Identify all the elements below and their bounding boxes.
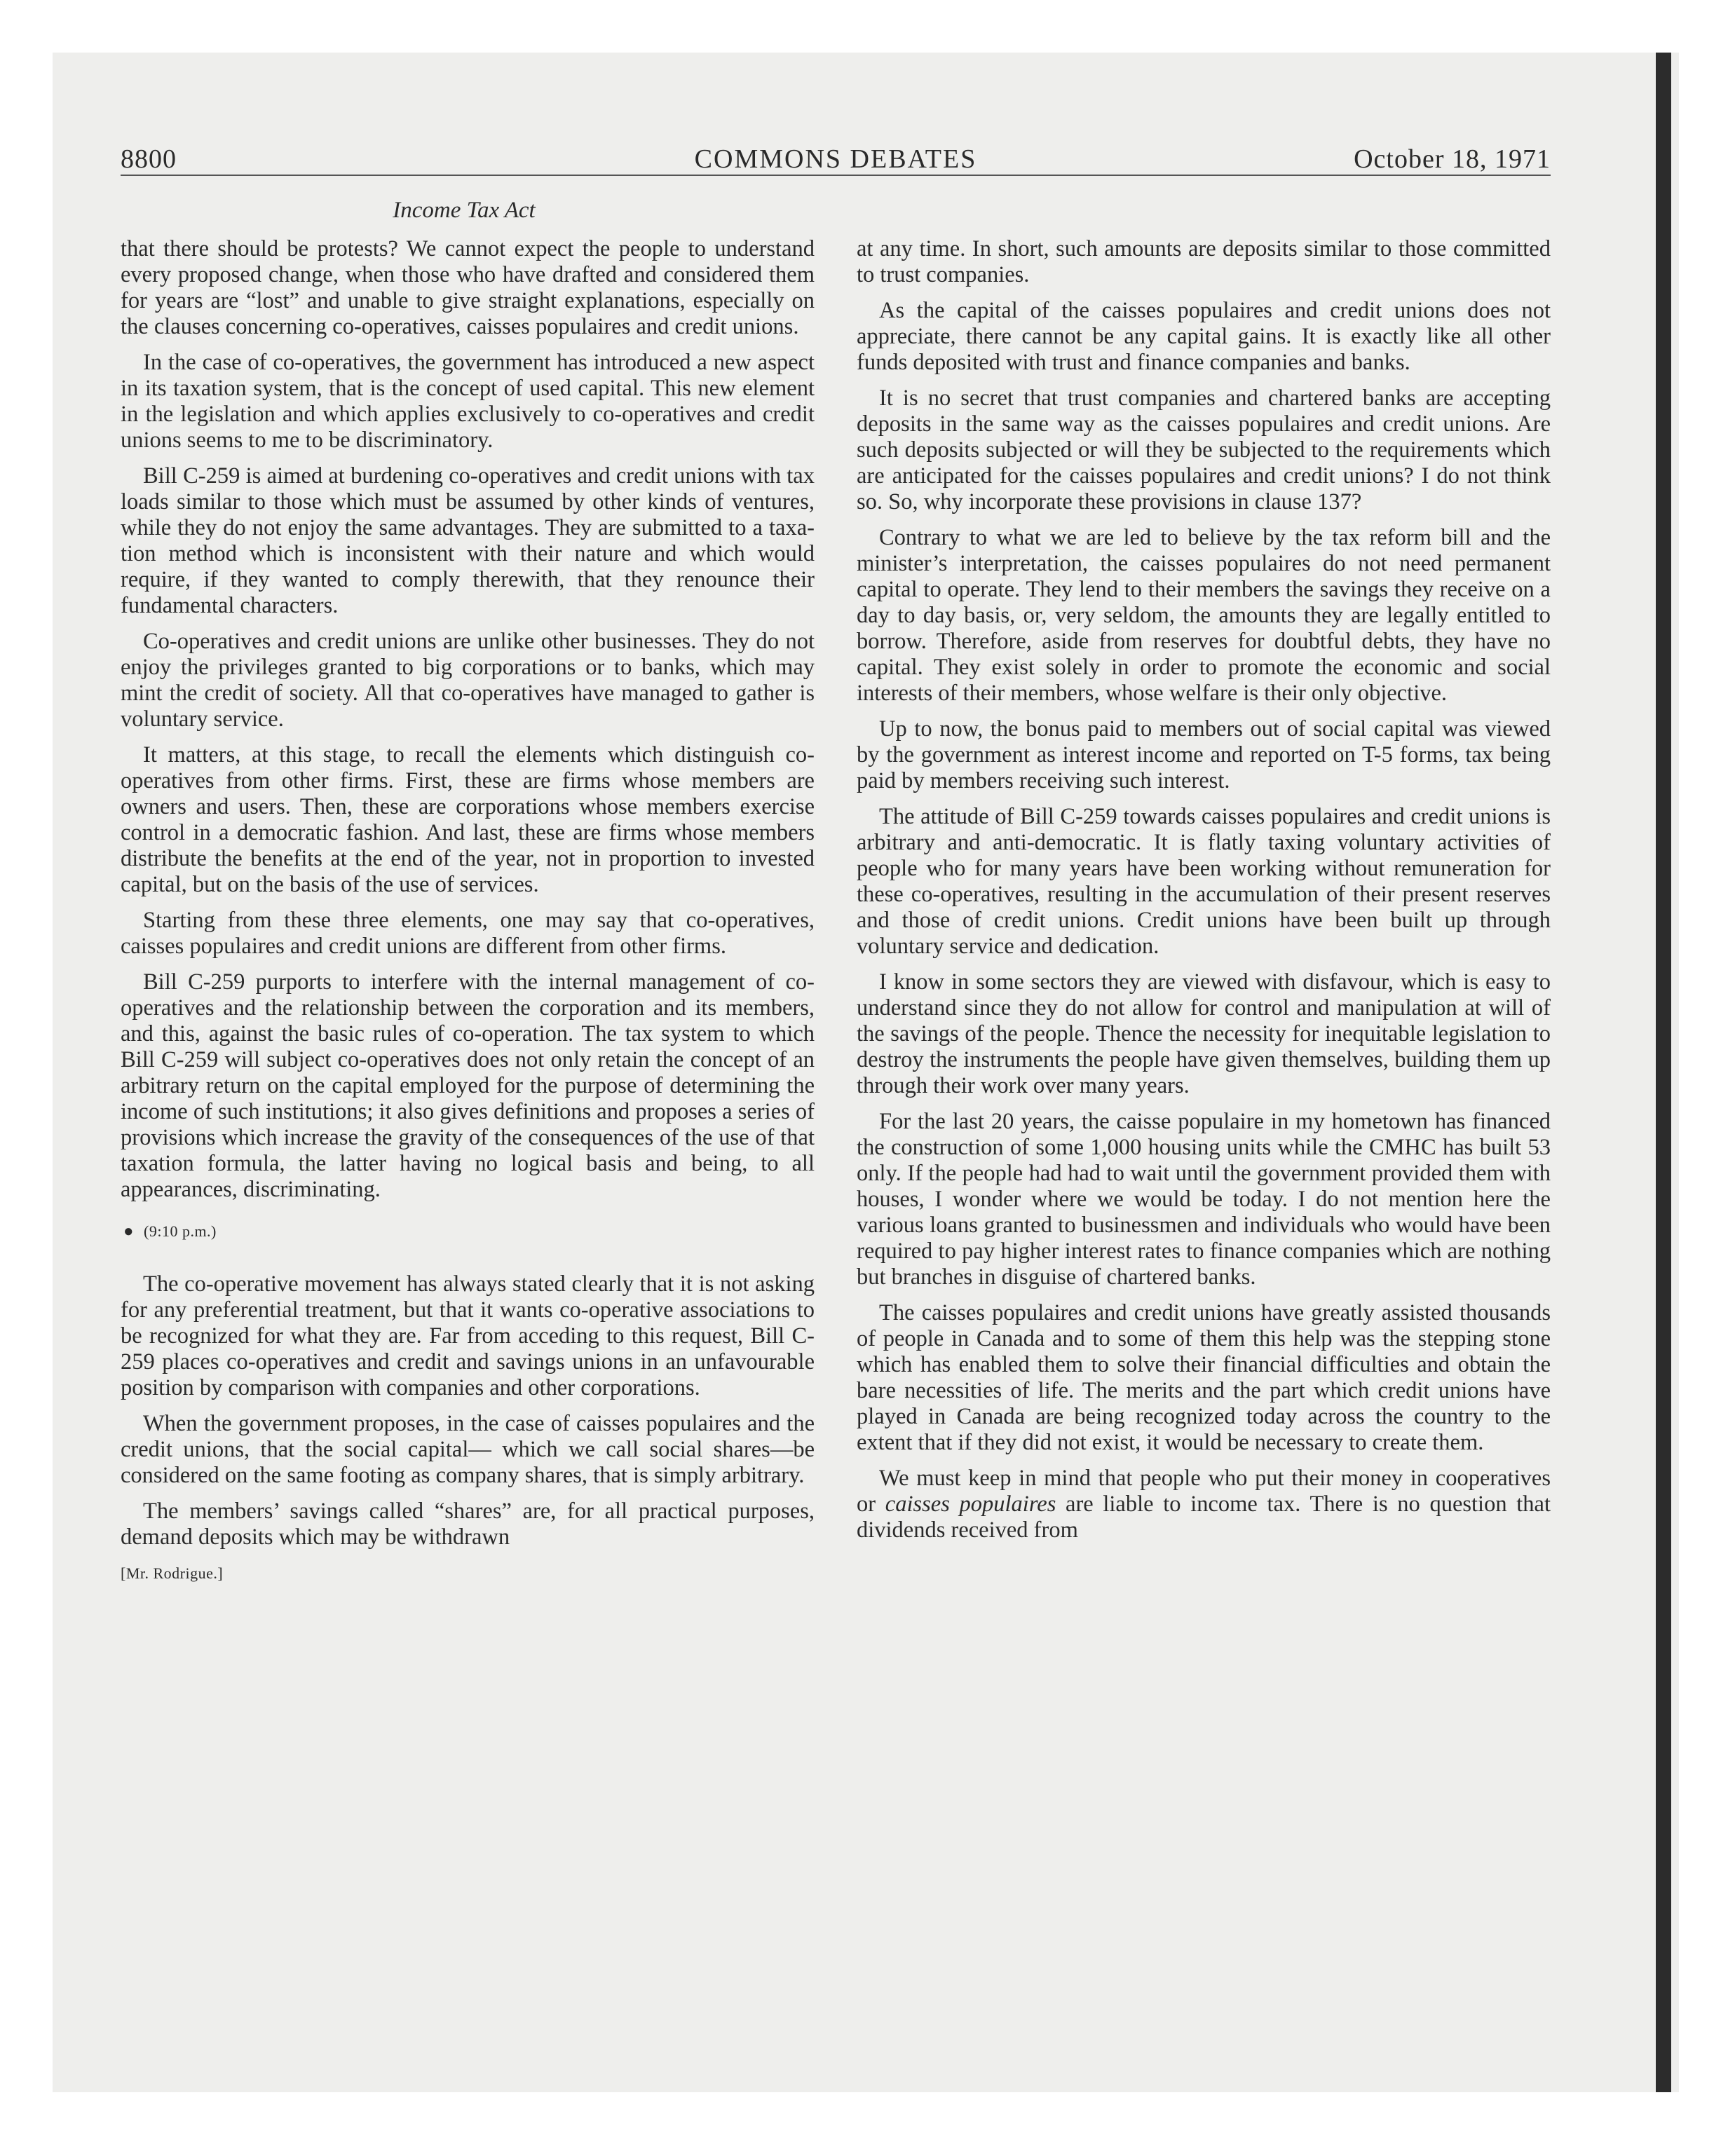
paragraph: It is no secret that trust companies and chartered banks are accepting deposits in the same way as the caisses populaires and credit unions. Are such deposits subjected or will they be subjected to the requirements which are anticipated for the caisses populaires and credit unions? I do not think so. So, why incorporate these provisions in clause 137? [857, 386, 1551, 514]
page-header [121, 144, 1551, 176]
paragraph: Contrary to what we are led to believe by the tax reform bill and the minister’s interpretation, the caisses populaires do not need permanent capital to operate. They lend to their members the savings they receive on a day to day basis, or, very seldom, the amounts they are legally entitled to borrow. Therefore, aside from reserves for doubtful debts, they have no capital. They exist solely in order to promote the economic and social interests of their members, whose welfare is their only objective. [857, 525, 1551, 706]
page-number: 8800 [121, 144, 177, 174]
paragraph: at any time. In short, such amounts are deposits similar to those committed to trust companies. [857, 236, 1551, 287]
paragraph: Co-operatives and credit unions are unlike other businesses. They do not enjoy the privileges granted to big corporations or to banks, which may mint the credit of society. All that co-operatives have managed to gather is voluntary service. [121, 629, 815, 732]
paragraph: The caisses populaires and credit unions have greatly assisted thousands of people in Canada and to some of them this help was the stepping stone which has enabled them to solve their financial difficulties and obtain the bare necessities of life. The merits and the part which credit unions have played in Canada are being recognized today across the country to the extent that if they did not exist, it would be necessary to create them. [857, 1300, 1551, 1455]
paragraph: I know in some sectors they are viewed with disfavour, which is easy to understand since they do not allow for control and manipulation at will of the savings of the people. Thence the necessity for inequitable legislation to destroy the instruments the people have given themselves, building them up through their work over many years. [857, 969, 1551, 1098]
paragraph: It matters, at this stage, to recall the elements which distinguish co-operatives from other firms. First, these are firms whose members are owners and users. Then, these are corporations whose members exercise control in a democratic fashion. And last, these are firms whose members distribute the benefits at the end of the year, not in proportion to invested capital, but on the basis of the use of services. [121, 742, 815, 897]
paragraph-text: We must keep in mind that people who put their money in cooperatives or [857, 1466, 1551, 1517]
time-marker [123, 1218, 815, 1245]
scan-edge-shadow [1656, 53, 1671, 2092]
time-marker-text: (9:10 p.m.) [144, 1222, 217, 1240]
paragraph-text: are liable to income tax. There is no question that dividends received from [857, 1492, 1551, 1543]
paragraph: When the government proposes, in the case of caisses populaires and the credit unions, that the social capital— which we call social shares—be considered on the same footing as company shares, that is simply arbitrary. [121, 1411, 815, 1488]
paragraph: In the case of co-operatives, the government has introduced a new aspect in its taxation system, that is the concept of used capital. This new element in the legislation and which applies exclusively to co-operatives and credit unions seems to me to be discriminatory. [121, 350, 815, 453]
paragraph: As the capital of the caisses populaires and credit unions does not appreciate, there cannot be any capital gains. It is exactly like all other funds deposited with trust and finance companies and banks. [857, 298, 1551, 375]
paragraph: that there should be protests? We cannot expect the people to understand every proposed change, when those who have drafted and considered them for years are “lost” and unable to give straight explanations, especially on the clauses concerning co-operatives, caisses populaires and credit unions. [121, 236, 815, 339]
paragraph: Bill C-259 purports to interfere with the internal management of co-operatives and the relationship between the corporation and its members, and this, against the basic rules of co-operation. The tax system to which Bill C-259 will subject co-operatives does not only retain the concept of an arbitrary return on the capital employed for the purpose of determining the income of such institutions; it also gives definitions and proposes a series of provisions which increase the gravity of the consequences of the use of that taxation formula, the latter having no logical basis and being, to all appearances, discriminating. [121, 969, 815, 1202]
speaker-attribution: [Mr. Rodrigue.] [121, 1564, 224, 1582]
publication-title: COMMONS DEBATES [694, 144, 977, 174]
paragraph-final [857, 1466, 1551, 1543]
paragraph: The attitude of Bill C-259 towards caisses populaires and credit unions is arbitrary and anti-democratic. It is flatly taxing voluntary activities of people who for many years have been working without remuneration for these co-operatives, resulting in the accumulation of their present reserves and those of credit unions. Credit unions have been built up through voluntary service and dedication. [857, 804, 1551, 959]
paragraph: For the last 20 years, the caisse populaire in my hometown has financed the construction of some 1,000 housing units while the CMHC has built 53 only. If the people had had to wait until the government provided them with houses, I wonder where we would be today. I do not mention here the various loans granted to businessmen and individuals who would have been required to pay higher interest rates to finance companies which are nothing but branches in disguise of chartered banks. [857, 1109, 1551, 1290]
bullet-icon: ● [123, 1222, 134, 1241]
publication-date: October 18, 1971 [1354, 144, 1551, 174]
italic-term: caisses populaires [885, 1492, 1056, 1517]
section-subheading: Income Tax Act [393, 198, 536, 223]
right-column [857, 236, 1551, 1553]
paragraph: Bill C-259 is aimed at burdening co-operatives and credit unions with tax loads similar to those which must be assumed by other kinds of ventures, while they do not enjoy the same advantages. They are submitted to a taxation method which is inconsistent with their nature and which would require, if they wanted to comply therewith, that they renounce their fundamental characters. [121, 463, 815, 618]
left-column [121, 236, 815, 1586]
paragraph: The members’ savings called “shares” are, for all practical purposes, demand deposits which may be withdrawn [121, 1499, 815, 1550]
paragraph: Starting from these three elements, one may say that co-operatives, caisses populaires and credit unions are different from other firms. [121, 908, 815, 959]
paragraph: The co-operative movement has always stated clearly that it is not asking for any preferential treatment, but that it wants co-operative associations to be recognized for what they are. Far from acceding to this request, Bill C-259 places co-operatives and credit and savings unions in an unfavourable position by comparison with companies and other corporations. [121, 1271, 815, 1400]
paragraph: Up to now, the bonus paid to members out of social capital was viewed by the government as interest income and reported on T-5 forms, tax being paid by members receiving such interest. [857, 716, 1551, 793]
